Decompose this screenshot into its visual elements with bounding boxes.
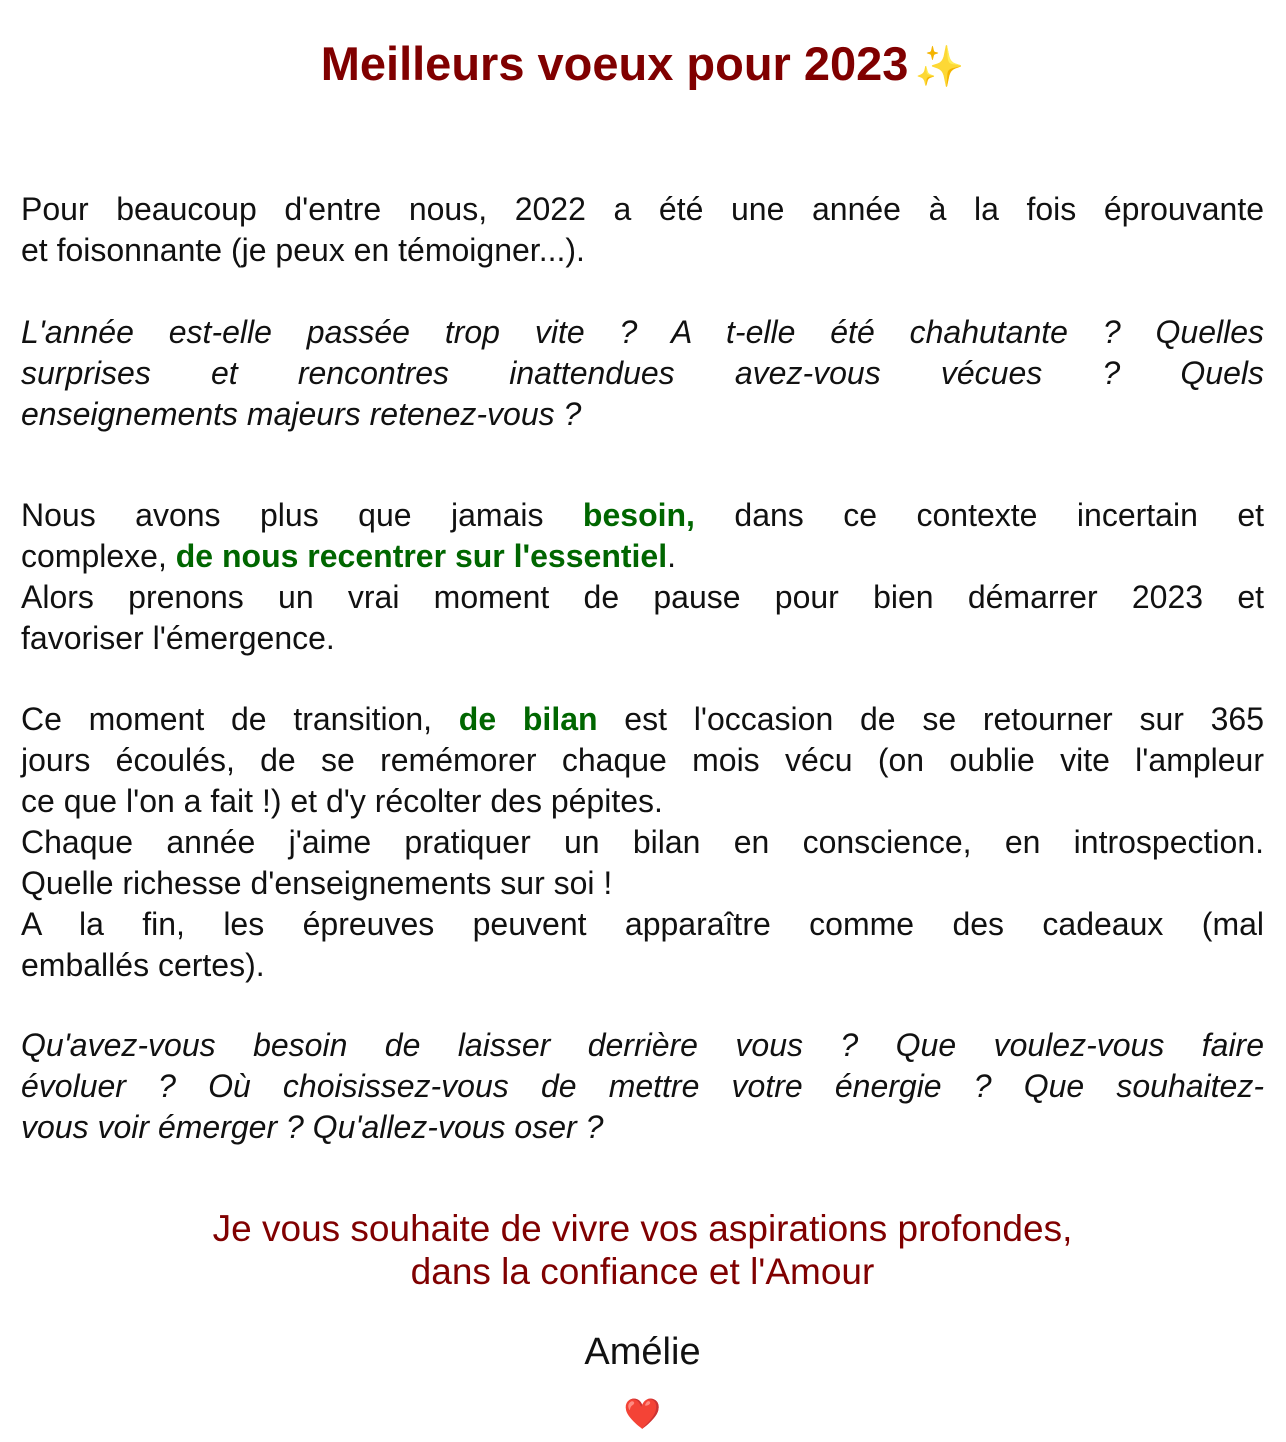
questions-line-1: L'année est-elle passée trop vite ? A t-elle été chahutante ? Quelles	[21, 314, 1264, 350]
highlight-essentiel: de nous recentrer sur l'essentiel	[175, 538, 668, 574]
bilan-line-4: Chaque année j'aime pratiquer un bilan en conscience, en introspection.	[21, 824, 1264, 860]
essentiel-text-2a: complexe,	[21, 538, 176, 574]
heart-icon: ❤️	[623, 1398, 662, 1431]
questions-line-3: enseignements majeurs retenez-vous ?	[21, 396, 582, 432]
paragraph-intro	[21, 189, 1264, 271]
signature: Amélie	[584, 1331, 701, 1373]
essentiel-line-4: favoriser l'émergence.	[21, 620, 335, 656]
paragraph-questions-2022	[21, 312, 1264, 435]
essentiel-line-2	[21, 536, 1264, 577]
highlight-besoin: besoin,	[582, 497, 695, 533]
essentiel-text-1b: dans ce contexte incertain et	[694, 497, 1264, 533]
essentiel-text-1a: Nous avons plus que jamais	[21, 497, 583, 533]
closing-line-1: Je vous souhaite de vivre vos aspirations profondes,	[212, 1208, 1073, 1249]
intro-line-1: Pour beaucoup d'entre nous, 2022 a été une année à la fois éprouvante	[21, 191, 1264, 227]
sparkles-icon: ✨	[914, 45, 965, 89]
essentiel-text-2b: .	[667, 538, 676, 574]
paragraph-questions-2023	[21, 1025, 1264, 1148]
questions2023-line-1: Qu'avez-vous besoin de laisser derrière vous ? Que voulez-vous faire	[21, 1027, 1264, 1063]
bilan-line-2: jours écoulés, de se remémorer chaque mois vécu (on oublie vite l'ampleur	[21, 742, 1264, 778]
highlight-bilan: de bilan	[458, 701, 598, 737]
bilan-line-5: Quelle richesse d'enseignements sur soi !	[21, 865, 613, 901]
paragraph-bilan	[21, 699, 1264, 986]
closing-line-2: dans la confiance et l'Amour	[410, 1251, 875, 1292]
bilan-line-6: A la fin, les épreuves peuvent apparaître comme des cadeaux (mal	[21, 906, 1264, 942]
bilan-text-1b: est l'occasion de se retourner sur 365	[597, 701, 1265, 737]
questions2023-line-2: évoluer ? Où choisissez-vous de mettre votre énergie ? Que souhaitez-	[21, 1068, 1264, 1104]
closing-wish	[21, 1207, 1264, 1293]
questions-line-2: surprises et rencontres inattendues avez-vous vécues ? Quels	[21, 355, 1264, 391]
bilan-line-7: emballés certes).	[21, 947, 265, 983]
essentiel-line-3: Alors prenons un vrai moment de pause pour bien démarrer 2023 et	[21, 579, 1264, 615]
bilan-line-3: ce que l'on a fait !) et d'y récolter des pépites.	[21, 783, 663, 819]
title-text: Meilleurs voeux pour 2023	[320, 37, 909, 90]
essentiel-line-1	[21, 495, 1264, 536]
questions2023-line-3: vous voir émerger ? Qu'allez-vous oser ?	[21, 1109, 604, 1145]
intro-line-2: et foisonnante (je peux en témoigner...).	[21, 232, 585, 268]
bilan-line-1	[21, 699, 1264, 740]
bilan-text-1a: Ce moment de transition,	[21, 701, 459, 737]
paragraph-essentiel	[21, 495, 1264, 659]
page-title	[21, 28, 1264, 103]
